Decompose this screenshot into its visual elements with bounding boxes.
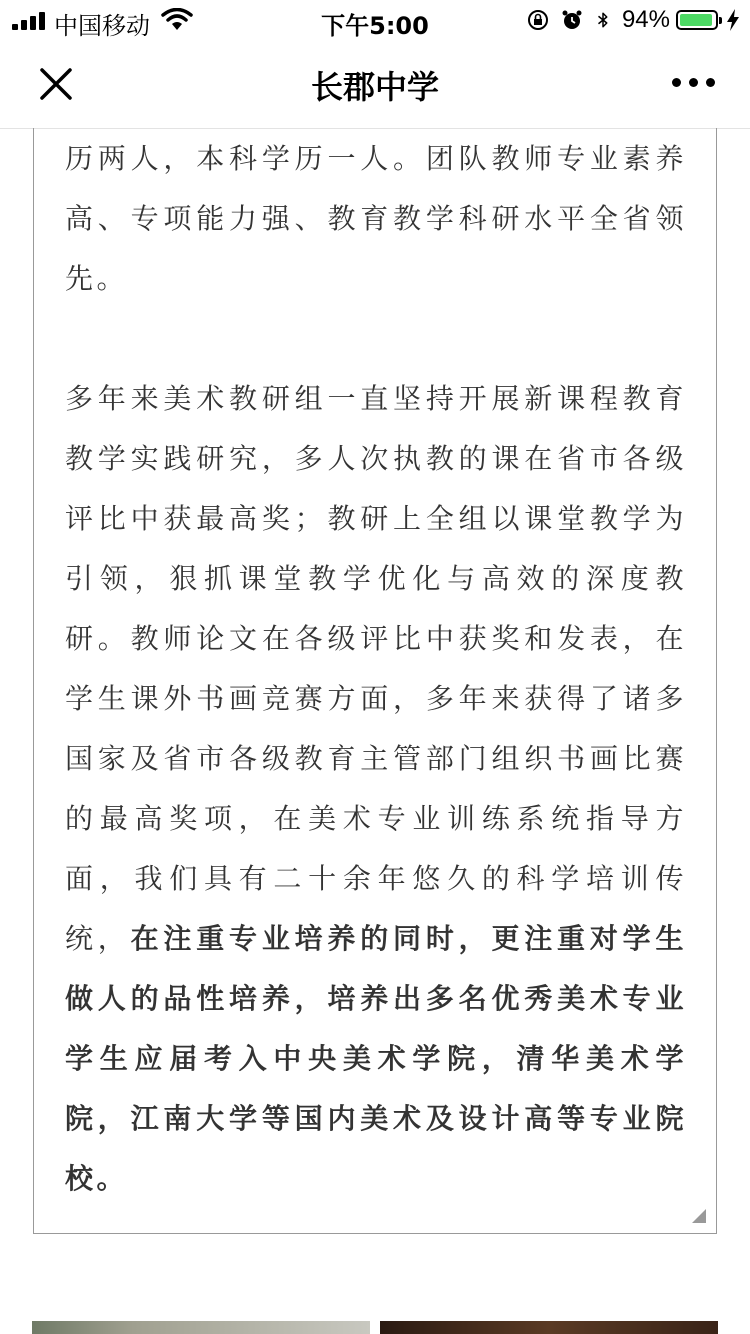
page-title: 长郡中学	[310, 68, 439, 106]
status-time: 下午5:00	[321, 12, 429, 40]
article-paragraph-2-emphasis: 在注重专业培养的同时，更注重对学生做人的品性培养，培养出多名优秀美术专业学生应届考入中央美术学院，清华美术学院，江南大学等国内美术及设计高等专业院校。	[65, 922, 687, 1195]
battery-icon	[676, 10, 718, 30]
article-paragraph-2-text: 多年来美术教研组一直坚持开展新课程教育教学实践研究，多人次执教的课在省市各级评比中获最高奖；教研上全组以课堂教学为引领，狠抓课堂教学优化与高效的深度教研。教师论文在各级评比中获奖和发表，在学生课外书画竞赛方面，多年来获得了诸多国家及省市各级教育主管部门组织书画比赛的最高奖项，在美术专业训练系统指导方面，我们具有二十余年悠久的科学培训传统，	[65, 382, 687, 955]
more-icon[interactable]	[672, 74, 716, 90]
battery-percent: 94%	[621, 6, 670, 33]
charging-icon	[726, 9, 740, 31]
gallery-image-1[interactable]	[32, 1321, 370, 1334]
bluetooth-icon	[594, 8, 612, 32]
resize-handle-icon[interactable]	[692, 1209, 706, 1223]
article-paragraph-2	[65, 369, 687, 1209]
article-content-box[interactable]	[33, 128, 717, 1234]
navigation-bar	[0, 40, 750, 129]
carrier-name: 中国移动	[54, 12, 150, 40]
status-bar	[0, 0, 750, 40]
gallery-image-2[interactable]	[380, 1321, 718, 1334]
status-right-group	[526, 6, 740, 34]
alarm-icon	[560, 8, 584, 32]
battery-fill	[680, 14, 712, 26]
article-paragraph-1: 历两人，本科学历一人。团队教师专业素养高、专项能力强、教育教学科研水平全省领先。	[65, 142, 687, 295]
orientation-lock-icon	[526, 8, 550, 32]
